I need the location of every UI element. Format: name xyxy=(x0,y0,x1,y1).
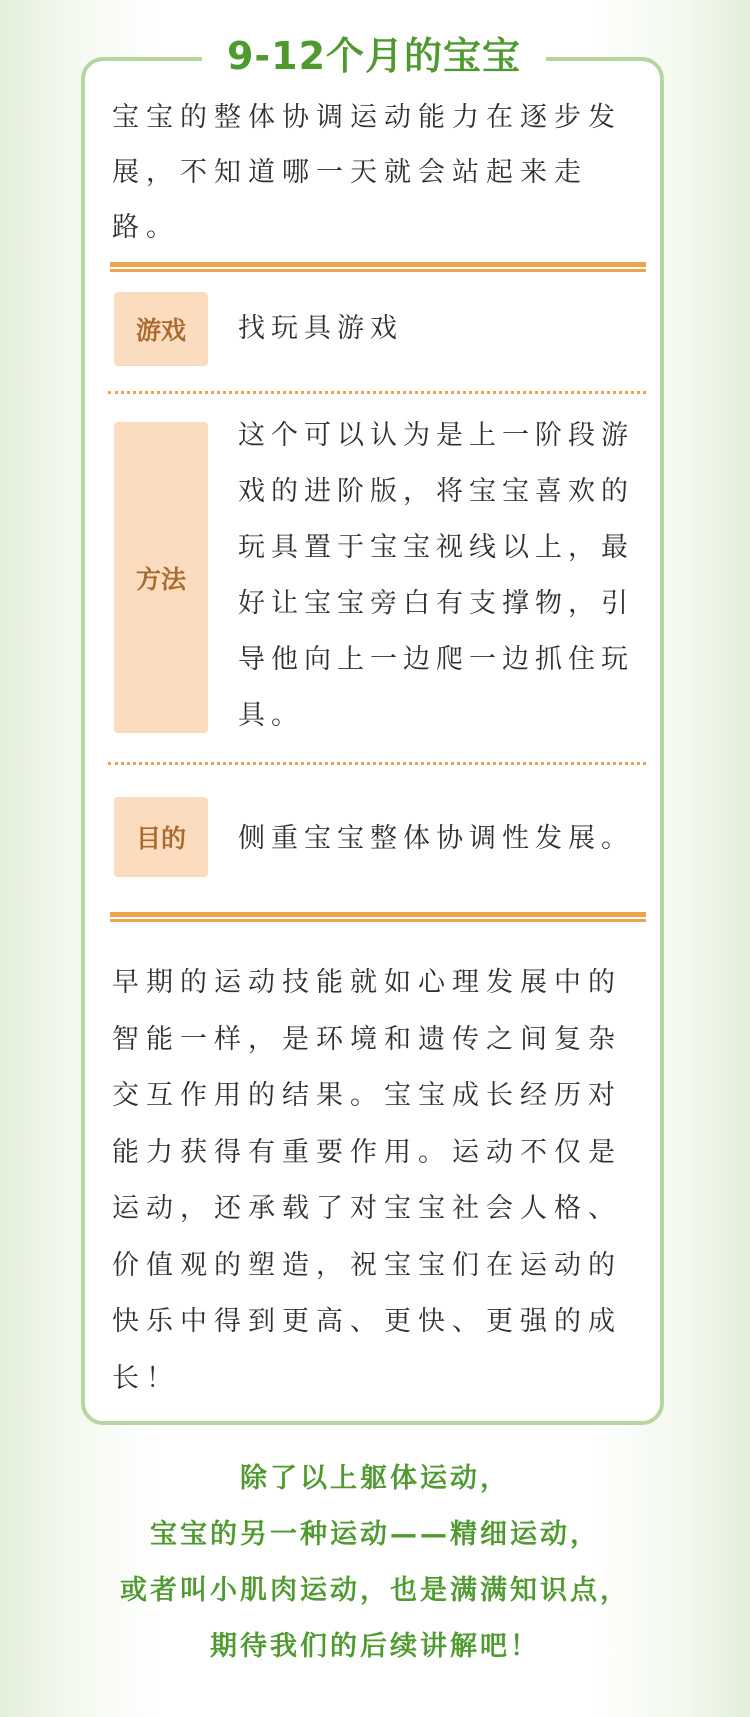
method-text: 这个可以认为是上一阶段游戏的进阶版，将宝宝喜欢的玩具置于宝宝视线以上，最好让宝宝旁白有支撑物，引导他向上一边爬一边抓住玩具。 xyxy=(238,420,634,731)
dotted-divider xyxy=(108,762,646,765)
purpose-text: 侧重宝宝整体协调性发展。 xyxy=(238,823,634,854)
dotted-divider xyxy=(108,391,646,394)
tag-purpose: 目的 xyxy=(114,797,208,877)
tag-method: 方法 xyxy=(114,422,208,733)
game-text: 找玩具游戏 xyxy=(238,313,403,344)
summary-text: 早期的运动技能就如心理发展中的智能一样，是环境和遗传之间复杂交互作用的结果。宝宝成长经历对能力获得有重要作用。运动不仅是运动，还承载了对宝宝社会人格、价值观的塑造，祝宝宝们在运动的快乐中得到更高、更快、更强的成长！ xyxy=(112,967,622,1394)
closing-line: 宝宝的另一种运动——精细运动， xyxy=(150,1519,600,1550)
intro-text: 宝宝的整体协调运动能力在逐步发展，不知道哪一天就会站起来走路。 xyxy=(112,102,622,243)
tag-game: 游戏 xyxy=(114,292,208,366)
divider-bottom xyxy=(110,912,646,922)
divider-top xyxy=(110,262,646,272)
closing-line: 期待我们的后续讲解吧！ xyxy=(210,1631,540,1662)
closing-line: 或者叫小肌肉运动，也是满满知识点， xyxy=(120,1575,630,1606)
closing-line: 除了以上躯体运动， xyxy=(240,1463,510,1494)
card-title: 9-12个月的宝宝 xyxy=(202,28,546,84)
